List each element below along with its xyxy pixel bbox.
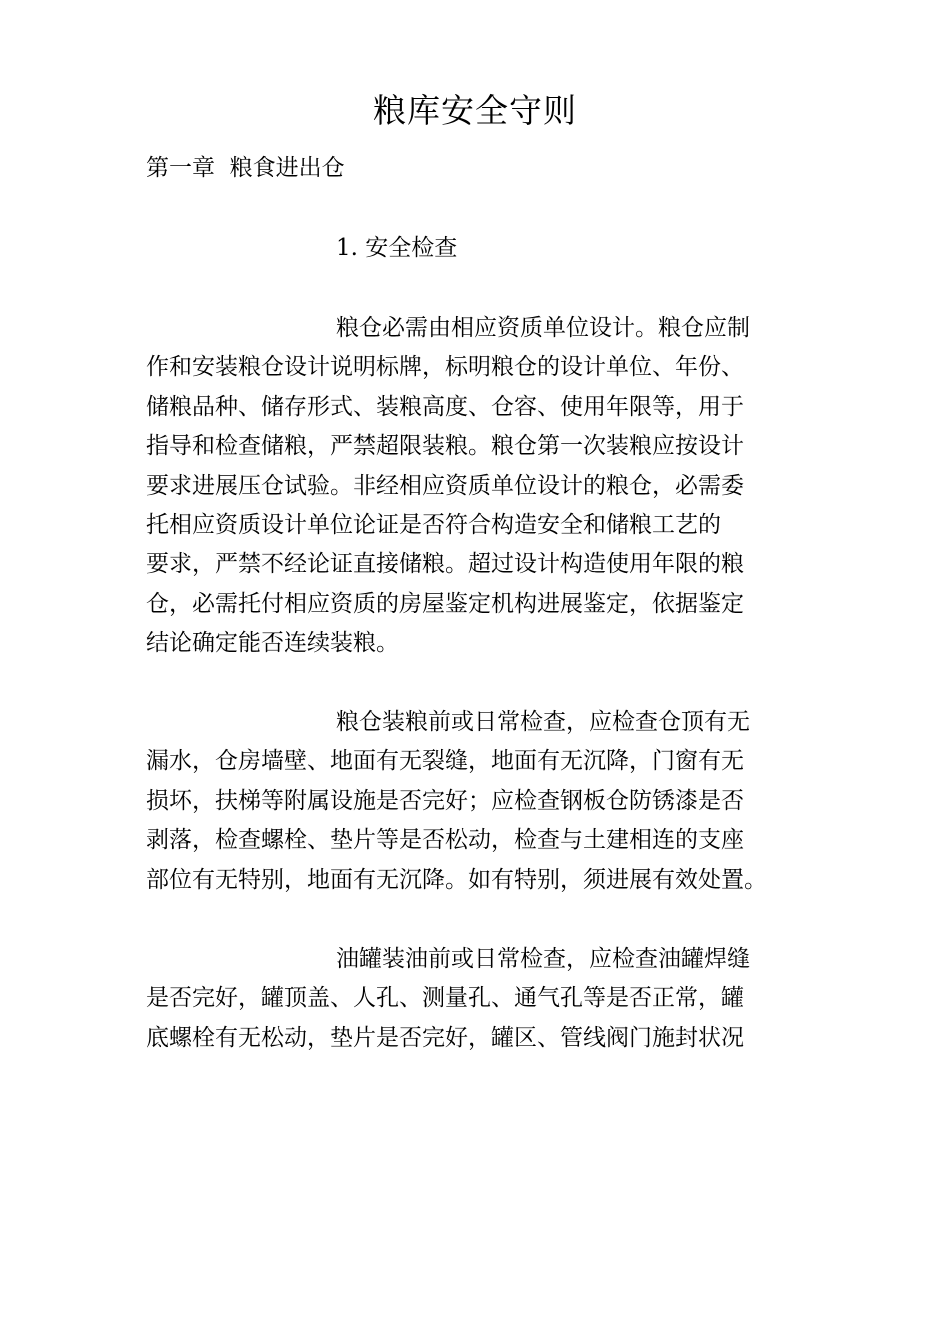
- section-heading: 1. 安全检查: [336, 235, 458, 261]
- paragraph-line: 油罐装油前或日常检查，应检查油罐焊缝: [336, 946, 750, 972]
- paragraph-line: 损坏，扶梯等附属设施是否完好；应检查钢板仓防锈漆是否: [146, 787, 744, 814]
- chapter-heading: 第一章 粮食进出仓: [146, 155, 345, 181]
- paragraph-line: 结论确定能否连续装粮。: [146, 630, 399, 657]
- paragraph-line: 托相应资质设计单位论证是否符合构造安全和储粮工艺的: [146, 512, 721, 539]
- paragraph-line: 底螺栓有无松动，垫片是否完好，罐区、管线阀门施封状况: [146, 1024, 744, 1051]
- document-title: 粮库安全守则: [373, 91, 577, 130]
- paragraph-2: [146, 703, 810, 900]
- paragraph-line: 作和安装粮仓设计说明标牌，标明粮仓的设计单位、年份、: [146, 354, 744, 381]
- paragraph-line: 要求进展压仓试验。非经相应资质单位设计的粮仓，必需委: [146, 472, 744, 499]
- paragraph-line: 要求，严禁不经论证直接储粮。超过设计构造使用年限的粮: [146, 551, 744, 578]
- paragraph-line: 粮仓必需由相应资质单位设计。粮仓应制: [336, 315, 750, 341]
- paragraph-line: 是否完好，罐顶盖、人孔、测量孔、通气孔等是否正常，罐: [146, 985, 744, 1012]
- paragraph-line: 粮仓装粮前或日常检查，应检查仓顶有无: [336, 709, 750, 735]
- paragraph-line: 漏水，仓房墙壁、地面有无裂缝，地面有无沉降，门窗有无: [146, 748, 744, 775]
- paragraph-line: 储粮品种、储存形式、装粮高度、仓容、使用年限等，用于: [146, 393, 744, 420]
- paragraph-line: 部位有无特别，地面有无沉降。如有特别，须进展有效处置。: [146, 866, 767, 893]
- paragraph-1: [146, 309, 810, 664]
- paragraph-line: 剥落，检查螺栓、垫片等是否松动，检查与土建相连的支座: [146, 827, 744, 854]
- paragraph-line: 指导和检查储粮，严禁超限装粮。粮仓第一次装粮应按设计: [146, 433, 744, 460]
- paragraph-line: 仓，必需托付相应资质的房屋鉴定机构进展鉴定，依据鉴定: [146, 590, 744, 617]
- paragraph-3: [146, 940, 810, 1058]
